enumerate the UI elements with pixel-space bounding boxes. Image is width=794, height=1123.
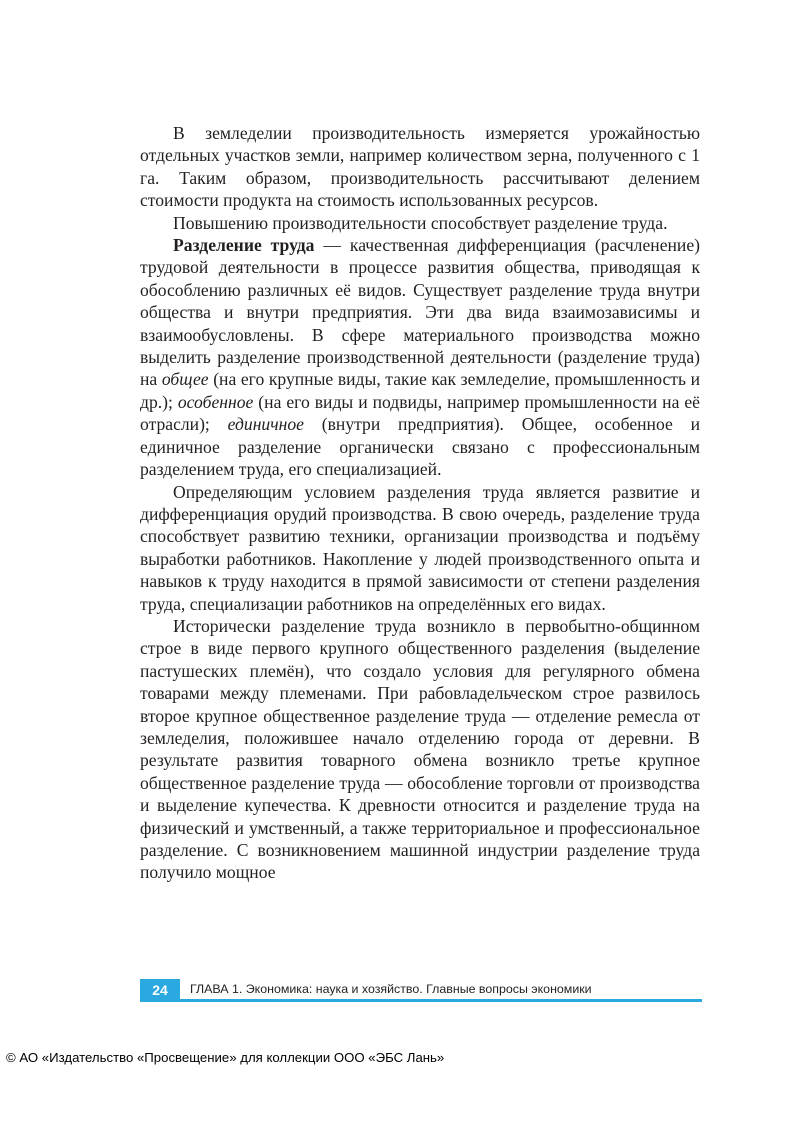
paragraph <box>140 234 700 480</box>
footer-rule <box>180 999 702 1002</box>
term-italic: особенное <box>177 391 254 412</box>
paragraph <box>140 481 700 615</box>
paragraph <box>140 615 700 884</box>
chapter-title: ГЛАВА 1. Экономика: наука и хозяйство. Главные вопросы экономики <box>190 982 592 996</box>
text-run: (на его крупные виды, такие как земледелие, промышленность и др.); <box>140 369 700 412</box>
term-italic: общее <box>161 369 209 390</box>
page-footer <box>140 979 702 1002</box>
text-run: (внутри предприятия). Общее, особенное и единичное разделение органически связано с профессиональным разделением труда, его специализацией. <box>140 414 700 480</box>
text-run: Исторически разделение труда возникло в первобытно-общинном строе в виде первого крупного общественного разделения (выделение пастушеских племён), что создало условия для регулярного обмена товарами между племенами. При рабовладельческом строе развилось второе крупное общественное разделение труда — отделение ремесла от земледелия, положившее начало отделению города от деревни. В результате развития товарного обмена возникло третье крупное общественное разделение труда — обособление торговли от производства и выделение купечества. К древности относится и разделение труда на физический и умственный, а также территориальное и профессиональное разделение. С возникновением машинной индустрии разделение труда получило мощное <box>140 615 700 883</box>
term-italic: единичное <box>227 414 304 435</box>
copyright-notice: © АО «Издательство «Просвещение» для коллекции ООО «ЭБС Лань» <box>6 1050 445 1065</box>
paragraph <box>140 212 700 234</box>
text-run: (на его виды и подвиды, например промышленности на её отрасли); <box>140 391 700 435</box>
term-bold: Разделение труда <box>173 235 315 256</box>
text-run: Повышению производительности способствует разделение труда. <box>173 212 668 233</box>
text-run: — качественная дифференциация (расчленение) трудовой деятельности в процессе развития общества, приводящая к обособлению различных её видов. Существует разделение труда внутри общества и внутри предприятия. Эти два вида взаимозависимы и взаимообусловлены. В сфере материального производства можно выделить разделение производственной деятельности (разделение труда) на <box>140 235 700 390</box>
page-number: 24 <box>140 979 180 1002</box>
text-run: В земледелии производительность измеряется урожайностью отдельных участков земли, например количеством зерна, полученного с 1 га. Таким образом, производительность рассчитывают делением стоимости продукта на стоимость использованных ресурсов. <box>140 123 700 211</box>
text-run: Определяющим условием разделения труда является развитие и дифференциация орудий производства. В свою очередь, разделение труда способствует развитию техники, организации производства и подъёму выработки работников. Накопление у людей производственного опыта и навыков к труду находится в прямой зависимости от степени разделения труда, специализации работников на определённых его видах. <box>140 481 700 614</box>
body-text <box>140 122 700 884</box>
paragraph <box>140 122 700 212</box>
